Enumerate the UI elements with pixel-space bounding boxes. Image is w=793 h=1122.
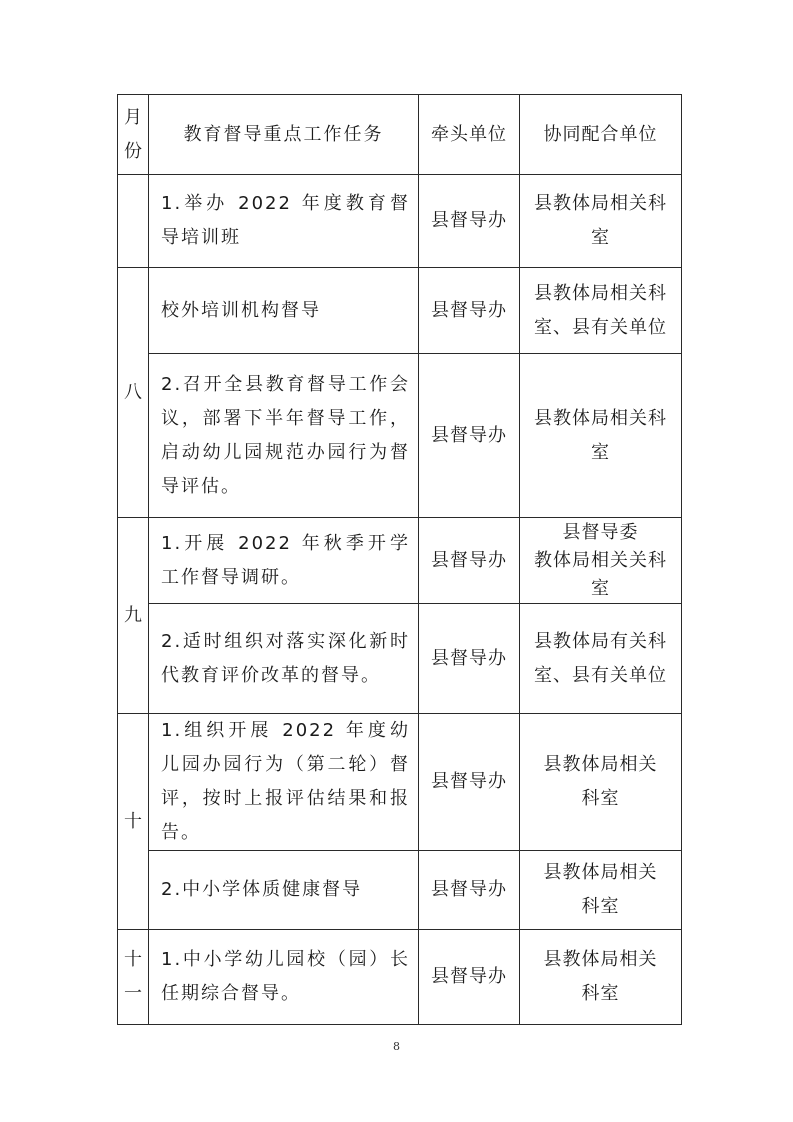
supervision-schedule-table bbox=[117, 94, 682, 1025]
table-row bbox=[118, 175, 682, 268]
header-lead-unit: 牵头单位 bbox=[419, 95, 520, 175]
month-cell-september: 九 bbox=[118, 518, 149, 714]
page-number: 8 bbox=[393, 1040, 400, 1053]
lead-cell: 县督导办 bbox=[419, 714, 520, 851]
lead-cell: 县督导办 bbox=[419, 518, 520, 604]
month-cell-blank bbox=[118, 175, 149, 268]
lead-cell: 县督导办 bbox=[419, 604, 520, 714]
task-cell: 1.组织开展 2022 年度幼儿园办园行为（第二轮）督评，按时上报评估结果和报告。 bbox=[149, 714, 419, 851]
task-cell: 2.召开全县教育督导工作会议，部署下半年督导工作，启动幼儿园规范办园行为督导评估。 bbox=[149, 354, 419, 518]
month-cell-august: 八 bbox=[118, 268, 149, 518]
lead-cell: 县督导办 bbox=[419, 930, 520, 1025]
lead-cell: 县督导办 bbox=[419, 175, 520, 268]
header-month: 月 份 bbox=[118, 95, 149, 175]
lead-cell: 县督导办 bbox=[419, 354, 520, 518]
coop-cell: 县督导委 教体局相关关科 室 bbox=[520, 518, 682, 604]
lead-cell: 县督导办 bbox=[419, 268, 520, 354]
task-cell: 1.举办 2022 年度教育督导培训班 bbox=[149, 175, 419, 268]
coop-cell: 县教体局相关科 室、县有关单位 bbox=[520, 268, 682, 354]
header-coop-unit: 协同配合单位 bbox=[520, 95, 682, 175]
month-cell-october: 十 bbox=[118, 714, 149, 930]
table-row bbox=[118, 851, 682, 930]
coop-cell: 县教体局相关科 室 bbox=[520, 175, 682, 268]
coop-cell: 县教体局相关 科室 bbox=[520, 851, 682, 930]
header-task: 教育督导重点工作任务 bbox=[149, 95, 419, 175]
lead-cell: 县督导办 bbox=[419, 851, 520, 930]
task-cell: 校外培训机构督导 bbox=[149, 268, 419, 354]
coop-cell: 县教体局有关科 室、县有关单位 bbox=[520, 604, 682, 714]
task-cell: 2.中小学体质健康督导 bbox=[149, 851, 419, 930]
table-header-row bbox=[118, 95, 682, 175]
table-row bbox=[118, 604, 682, 714]
table-row bbox=[118, 714, 682, 851]
task-cell: 1.中小学幼儿园校（园）长任期综合督导。 bbox=[149, 930, 419, 1025]
coop-cell: 县教体局相关 科室 bbox=[520, 714, 682, 851]
table-row bbox=[118, 268, 682, 354]
table-row bbox=[118, 518, 682, 604]
task-cell: 2.适时组织对落实深化新时代教育评价改革的督导。 bbox=[149, 604, 419, 714]
month-cell-november: 十 一 bbox=[118, 930, 149, 1025]
coop-cell: 县教体局相关 科室 bbox=[520, 930, 682, 1025]
table-row bbox=[118, 354, 682, 518]
table-row bbox=[118, 930, 682, 1025]
coop-cell: 县教体局相关科 室 bbox=[520, 354, 682, 518]
task-cell: 1.开展 2022 年秋季开学工作督导调研。 bbox=[149, 518, 419, 604]
